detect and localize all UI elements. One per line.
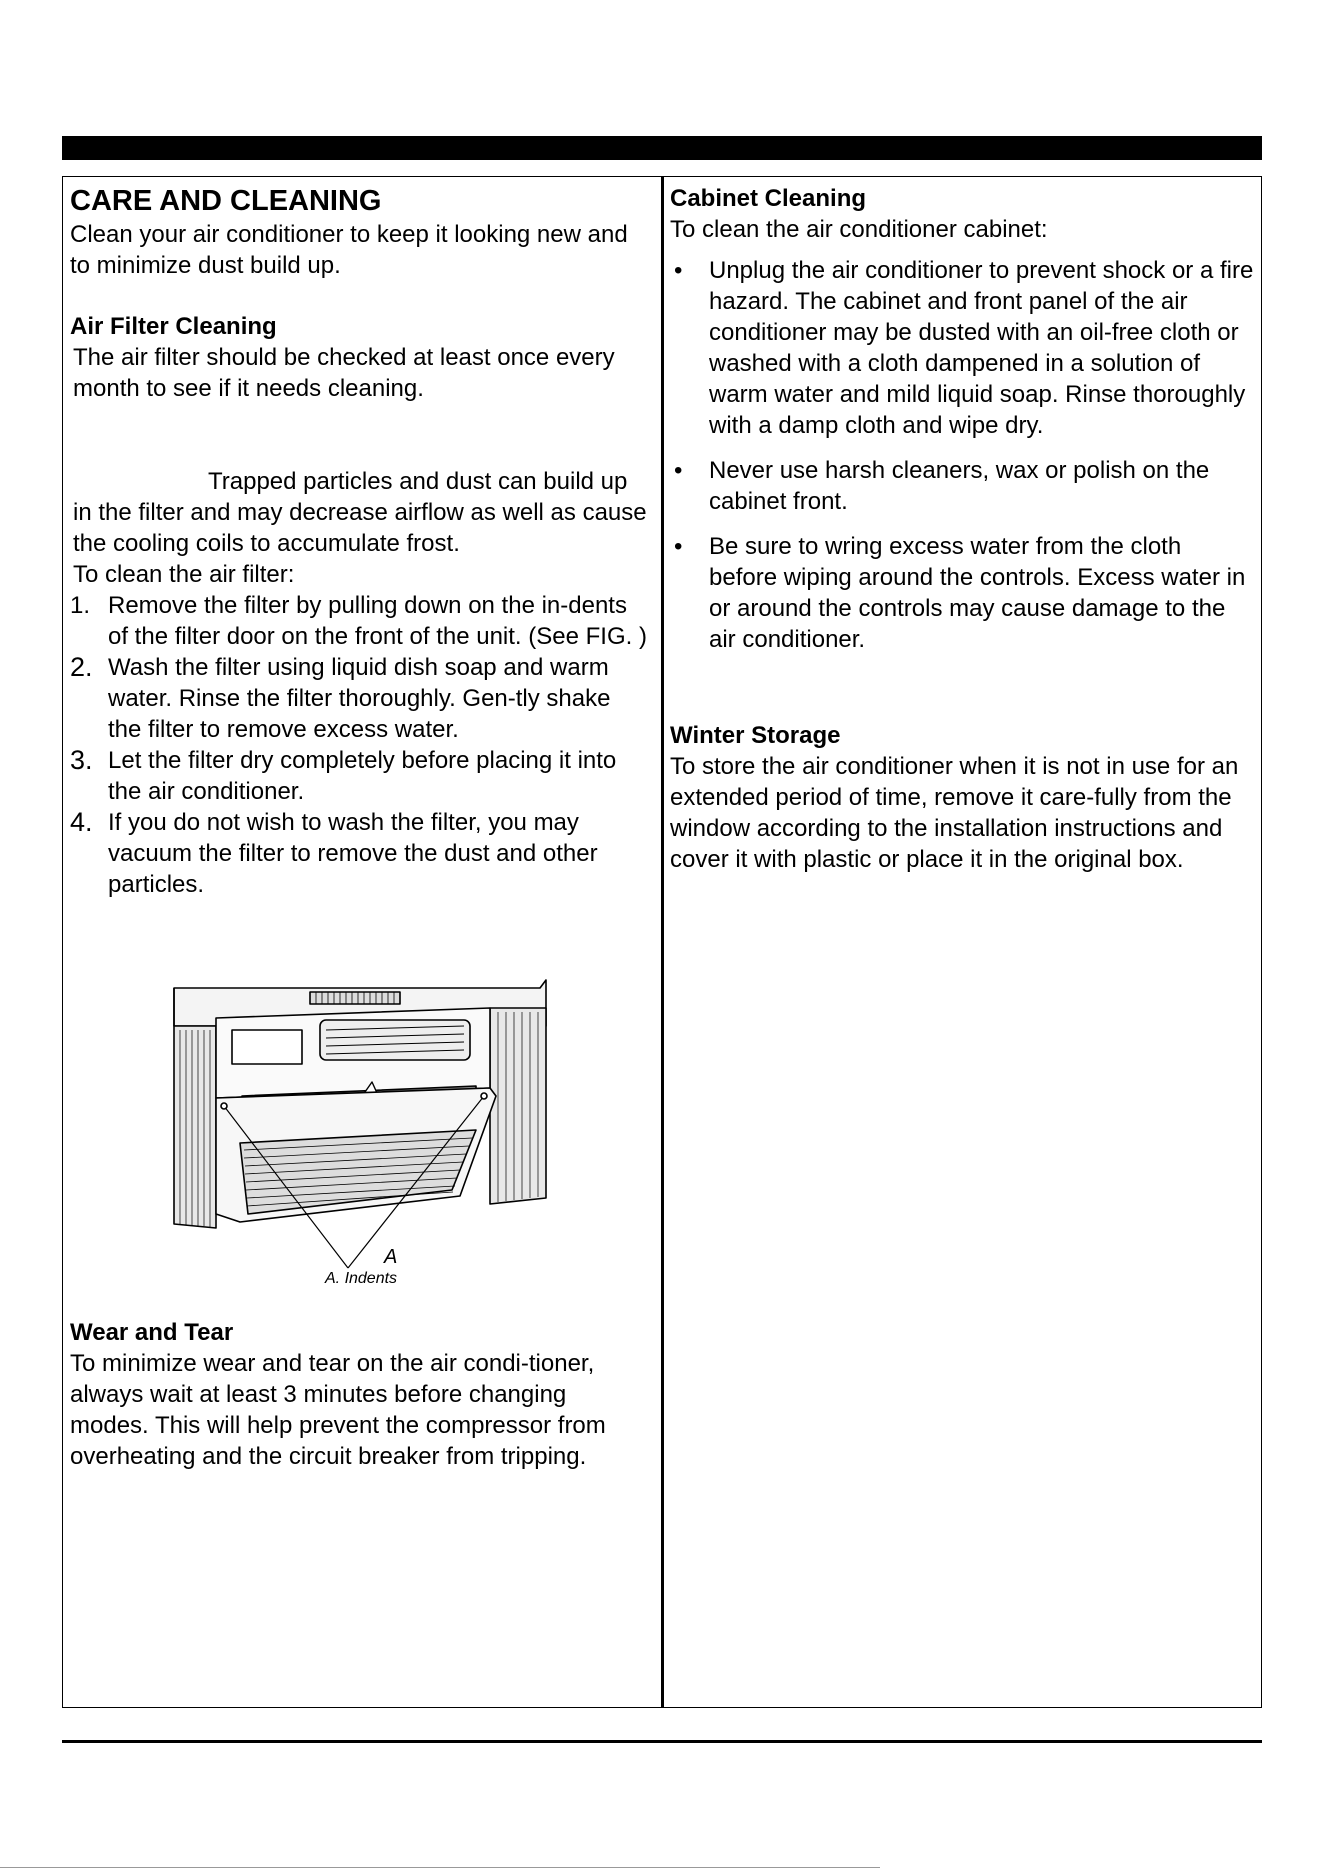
page-edge-line — [0, 1867, 880, 1868]
cabinet-intro: To clean the air conditioner cabinet: — [670, 216, 1048, 243]
list-item — [670, 531, 1255, 655]
column-divider — [661, 176, 664, 1708]
winter-text: To store the air conditioner when it is not in use for an extended period of time, remove it care-fully from the window according to the installation instructions and cover it with plastic or place it in the original box. — [670, 753, 1239, 873]
list-item — [70, 652, 650, 745]
list-item — [70, 807, 650, 900]
bullet-text: Unplug the air conditioner to prevent shock or a fire hazard. The cabinet and front panel of the air conditioner may be dusted with an oil-free cloth or washed with a cloth dampened in a solution of warm water and mild liquid soap. Rinse thoroughly with a damp cloth and wipe dry. — [709, 257, 1254, 439]
list-item — [670, 255, 1255, 441]
air-filter-heading: Air Filter Cleaning — [70, 313, 277, 340]
bullet-text: Be sure to wring excess water from the cloth before wiping around the controls. Excess water in or around the controls may cause damage to the air conditioner. — [709, 533, 1246, 653]
bullet-dot-icon: • — [674, 457, 683, 484]
list-item — [70, 590, 650, 652]
cabinet-bullets — [670, 255, 1255, 655]
filter-steps — [70, 590, 650, 900]
header-bar — [62, 136, 1262, 160]
step-text: Wash the filter using liquid dish soap and warm water. Rinse the filter thoroughly. Gen-tly shake the filter to remove excess water. — [108, 654, 611, 743]
step-text: If you do not wish to wash the filter, you may vacuum the filter to remove the dust and other particles. — [108, 809, 598, 898]
step-text: Remove the filter by pulling down on the in-dents of the filter door on the front of the unit. (See FIG. ) — [108, 592, 647, 650]
air-filter-para2: Trapped particles and dust can build up in the filter and may decrease airflow as well as cause the cooling coils to accumulate frost. — [73, 468, 647, 557]
step-number: 2. — [70, 652, 93, 682]
wear-heading: Wear and Tear — [70, 1319, 234, 1346]
wear-section — [70, 1318, 610, 1472]
wear-text: To minimize wear and tear on the air condi-tioner, always wait at least 3 minutes before changing modes. This will help prevent the compressor from overheating and the circuit breaker from tripping. — [70, 1350, 606, 1470]
footer-rule — [62, 1740, 1262, 1743]
figure-caption: A. Indents — [325, 1270, 398, 1287]
page-title: CARE AND CLEANING — [70, 185, 382, 217]
step-number: 1. — [70, 592, 91, 619]
step-text: Let the filter dry completely before placing it into the air conditioner. — [108, 747, 617, 805]
right-column — [670, 184, 1255, 875]
air-filter-para3: To clean the air filter: — [73, 561, 295, 588]
intro-text: Clean your air conditioner to keep it looking new and to minimize dust build up. — [70, 221, 628, 279]
bullet-text: Never use harsh cleaners, wax or polish on the cabinet front. — [709, 457, 1210, 515]
cabinet-heading: Cabinet Cleaning — [670, 185, 867, 212]
step-number: 4. — [70, 807, 93, 837]
list-item — [670, 455, 1255, 517]
bullet-dot-icon: • — [674, 533, 683, 560]
list-item — [70, 745, 650, 807]
winter-heading: Winter Storage — [670, 722, 841, 749]
air-filter-para1: The air filter should be checked at least once every month to see if it needs cleaning. — [73, 344, 615, 402]
air-conditioner-figure — [160, 978, 560, 1298]
step-number: 3. — [70, 745, 93, 775]
left-column — [70, 184, 650, 900]
bullet-dot-icon: • — [674, 257, 683, 284]
figure-label: A — [384, 1246, 398, 1268]
